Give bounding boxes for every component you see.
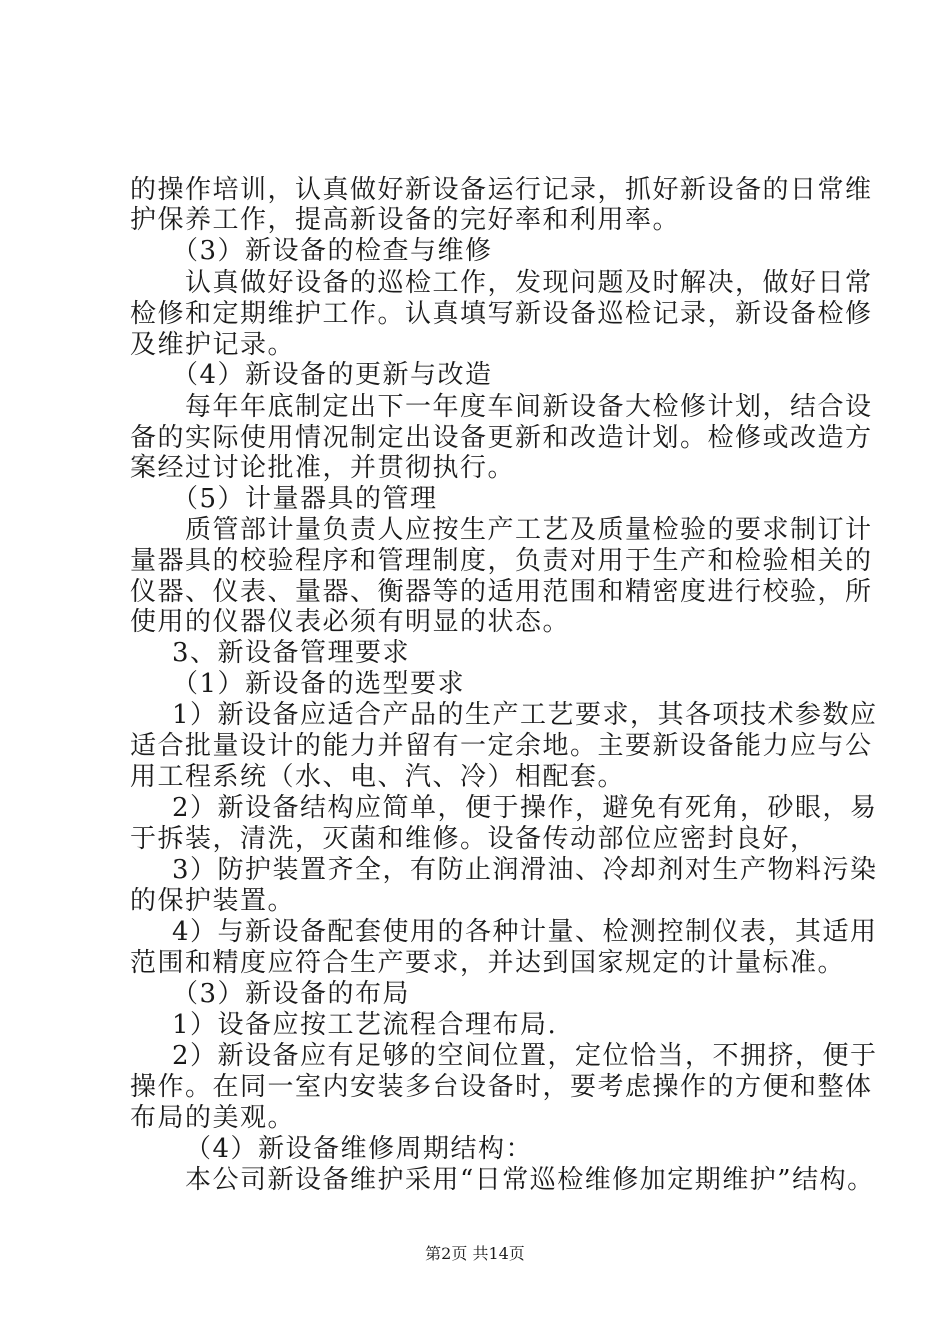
text-line: 4）与新设备配套使用的各种计量、检测控制仪表，其适用 — [172, 917, 878, 947]
text-line: 1）设备应按工艺流程合理布局. — [172, 1010, 558, 1040]
text-line: 及维护记录。 — [130, 330, 296, 360]
text-line: 的保护装置。 — [130, 886, 296, 916]
text-line: 质管部计量负责人应按生产工艺及质量检验的要求制订计 — [185, 515, 873, 545]
text-line: 使用的仪器仪表必须有明显的状态。 — [130, 607, 571, 637]
section-heading: （4）新设备的更新与改造 — [172, 360, 493, 390]
text-line: 2）新设备结构应简单，便于操作，避免有死角，砂眼，易 — [172, 793, 878, 823]
text-line: 2）新设备应有足够的空间位置，定位恰当，不拥挤，便于 — [172, 1041, 878, 1071]
section-heading: （1）新设备的选型要求 — [172, 669, 466, 699]
text-line: 护保养工作，提高新设备的完好率和利用率。 — [130, 205, 681, 235]
text-line: 每年年底制定出下一年度车间新设备大检修计划，结合设 — [185, 392, 873, 422]
text-line: 范围和精度应符合生产要求，并达到国家规定的计量标准。 — [130, 948, 846, 978]
text-line: 适合批量设计的能力并留有一定余地。主要新设备能力应与公 — [130, 731, 873, 761]
section-heading: 3、新设备管理要求 — [172, 638, 411, 668]
text-line: 量器具的校验程序和管理制度，负责对用于生产和检验相关的 — [130, 546, 873, 576]
text-line: 用工程系统（水、电、汽、冷）相配套。 — [130, 762, 626, 792]
text-line: 仪器、仪表、量器、衡器等的适用范围和精密度进行校验，所 — [130, 577, 873, 607]
text-line: 3）防护装置齐全，有防止润滑油、冷却剂对生产物料污染 — [172, 855, 878, 885]
text-line: 检修和定期维护工作。认真填写新设备巡检记录，新设备检修 — [130, 299, 873, 329]
text-line: 认真做好设备的巡检工作，发现问题及时解决，做好日常 — [185, 268, 873, 298]
text-line: 操作。在同一室内安装多台设备时，要考虑操作的方便和整体 — [130, 1072, 873, 1102]
section-heading: （5）计量器具的管理 — [172, 484, 438, 514]
text-line: 的操作培训，认真做好新设备运行记录，抓好新设备的日常维 — [130, 175, 873, 205]
text-line: 本公司新设备维护采用“日常巡检维修加定期维护”结构。 — [185, 1165, 875, 1195]
text-line: 1）新设备应适合产品的生产工艺要求，其各项技术参数应 — [172, 700, 878, 730]
text-line: 于拆装，清洗，灭菌和维修。设备传动部位应密封良好， — [130, 824, 818, 854]
section-heading: （4）新设备维修周期结构： — [185, 1134, 534, 1164]
text-line: 备的实际使用情况制定出设备更新和改造计划。检修或改造方 — [130, 423, 873, 453]
section-heading: （3）新设备的检查与维修 — [172, 236, 493, 266]
text-line: 案经过讨论批准，并贯彻执行。 — [130, 453, 516, 483]
section-heading: （3）新设备的布局 — [172, 979, 411, 1009]
page-number-footer: 第2页 共14页 — [425, 1244, 525, 1263]
text-line: 布局的美观。 — [130, 1103, 296, 1133]
